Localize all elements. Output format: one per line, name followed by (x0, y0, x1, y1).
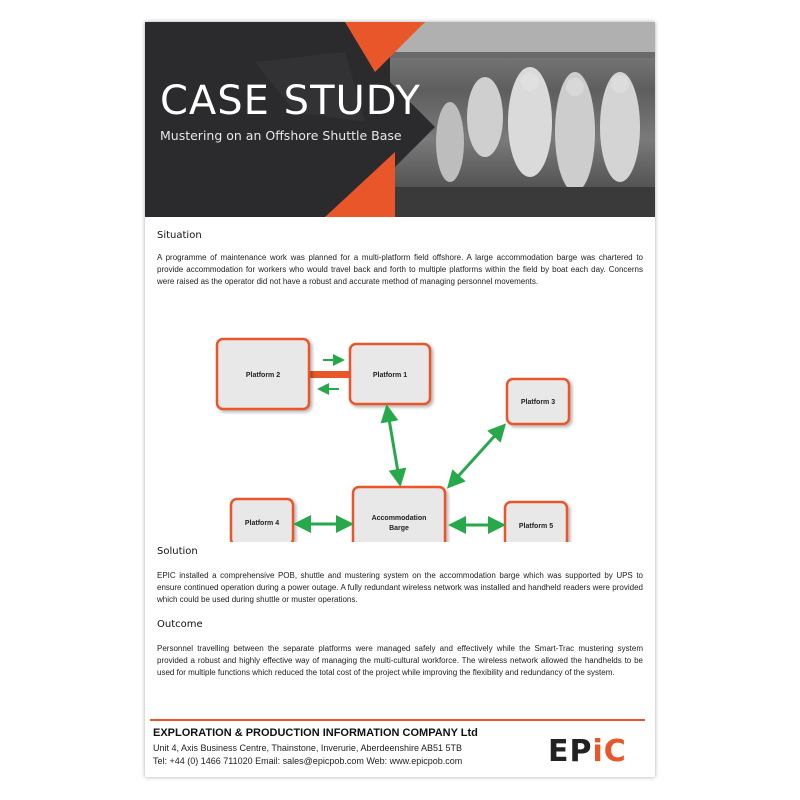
company-contact: Tel: +44 (0) 1466 711020 Email: sales@epicpob.com Web: www.epicpob.com (153, 756, 463, 766)
solution-heading: Solution (157, 546, 198, 557)
page-subtitle: Mustering on an Offshore Shuttle Base (160, 128, 402, 143)
logo-letter-e: E (548, 734, 570, 769)
company-name: EXPLORATION & PRODUCTION INFORMATION COMPANY Ltd (153, 727, 478, 739)
gangway-bridge (310, 371, 352, 378)
arrow-platform3-barge (453, 430, 500, 482)
outcome-text: Personnel travelling between the separate platforms were managed safely and effectively while the Smart-Trac mustering system provided a robust and highly effective way of managing the multi-cultural workforce. The wireless network allowed the handhelds to be used for multiple functions which reduced the total cost of the project while improving the flexibility and redundancy of the system. (157, 644, 643, 677)
company-address-block (153, 742, 462, 768)
solution-text: EPIC installed a comprehensive POB, shuttle and mustering system on the accommodation barge which was supported by UPS to ensure continued operation during a power outage. A fully redundant wireless network was installed and handheld readers were provided which could be used during shuttle or muster operations. (157, 571, 643, 604)
footer-divider (150, 719, 645, 721)
node-platform-5 (505, 502, 567, 542)
barge-label-line2: Barge (389, 525, 409, 532)
platform-3-label: Platform 3 (520, 399, 556, 406)
epic-logo (548, 734, 627, 769)
node-platform-4 (231, 499, 293, 542)
platform-1-label: Platform 1 (372, 372, 408, 379)
logo-letter-p: P (569, 734, 593, 769)
case-study-page (145, 22, 655, 777)
logo-letter-i: i (592, 734, 604, 769)
header-banner (145, 22, 655, 217)
platform-5-label: Platform 5 (518, 523, 554, 530)
situation-text: A programme of maintenance work was planned for a multi-platform field offshore. A large accommodation barge was chartered to provide accommodation for workers who would travel back and forth to multiple platforms within the field by boat each day. Concerns were raised as the operator did not have a robust and accurate method of managing personnel movements. (157, 253, 643, 286)
node-accommodation-barge (353, 487, 445, 542)
company-address: Unit 4, Axis Business Centre, Thainstone, Inverurie, Aberdeenshire AB51 5TB (153, 743, 463, 753)
arrow-platform1-barge (388, 413, 399, 478)
outcome-heading: Outcome (157, 619, 203, 630)
node-platform-1 (350, 344, 430, 404)
platform-4-label: Platform 4 (244, 520, 280, 527)
node-platform-2 (217, 339, 309, 409)
page-title: CASE STUDY (160, 78, 421, 124)
logo-letter-c: C (603, 734, 627, 769)
platform-2-label: Platform 2 (245, 372, 281, 379)
situation-heading: Situation (157, 230, 202, 241)
barge-label-line1: Accommodation (371, 515, 427, 522)
node-platform-3 (507, 379, 569, 424)
platform-diagram (145, 312, 655, 542)
